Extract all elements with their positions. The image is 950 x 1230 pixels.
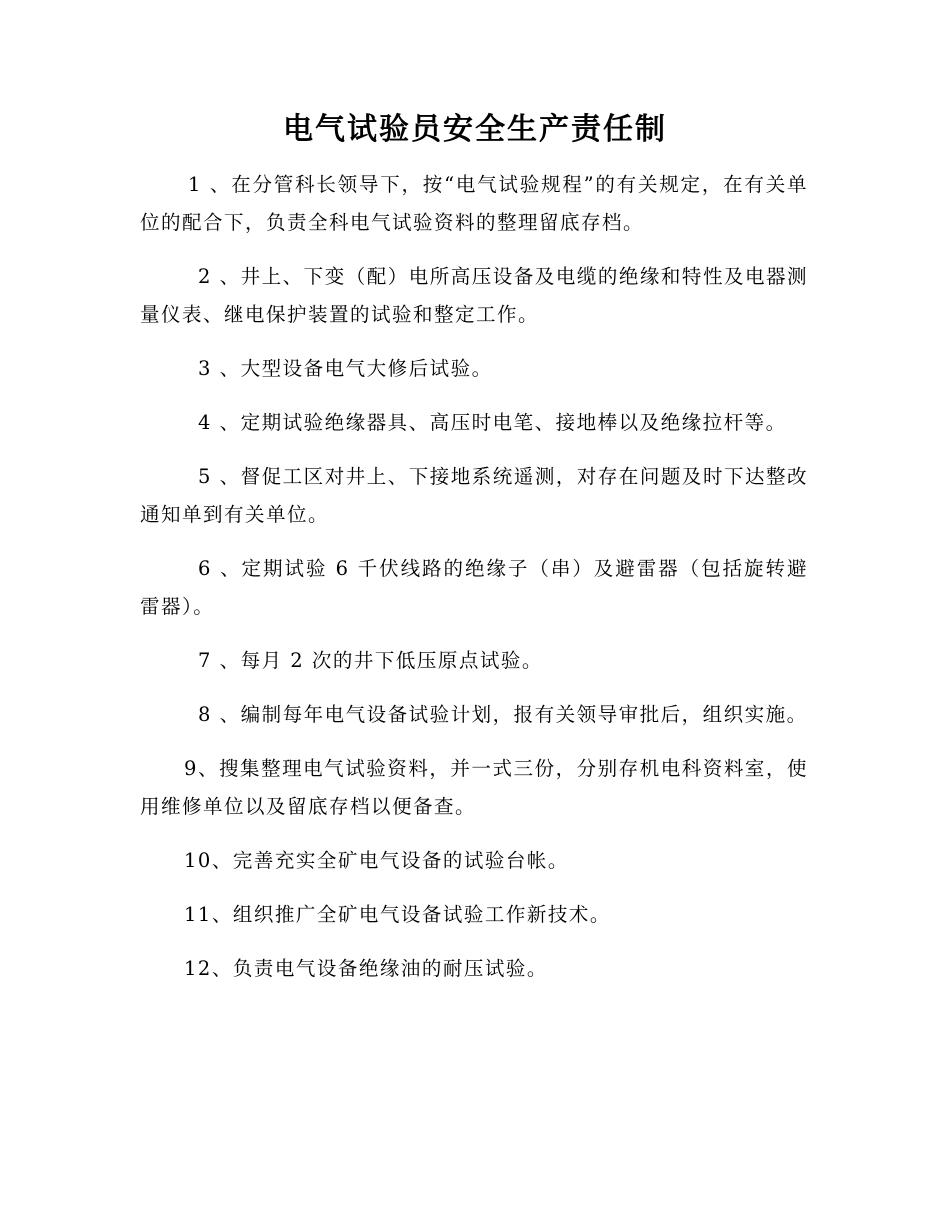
clause-3: 3 、大型设备电气大修后试验。: [198, 357, 493, 380]
clause-9: 9、搜集整理电气试验资料，并一式三份，分别存机电科资料室，使用维修单位以及留底存档以便备查。: [140, 757, 808, 818]
clause-12: 12、负责电气设备绝缘油的耐压试验。: [184, 957, 548, 980]
clause-10: 10、完善充实全矿电气设备的试验台帐。: [184, 849, 569, 872]
clause-5: 5 、督促工区对井上、下接地系统遥测，对存在问题及时下达整改通知单到有关单位。: [140, 465, 808, 526]
clause-8: 8 、编制每年电气设备试验计划，报有关领导审批后，组织实施。: [198, 703, 808, 726]
clause-7: 7 、每月 2 次的井下低压原点试验。: [198, 649, 543, 672]
clause-2: 2 、井上、下变（配）电所高压设备及电缆的绝缘和特性及电器测量仪表、继电保护装置的试验和整定工作。: [140, 265, 808, 326]
document-title: 电气试验员安全生产责任制: [283, 112, 667, 147]
clause-4: 4 、定期试验绝缘器具、高压时电笔、接地棒以及绝缘拉杆等。: [198, 411, 787, 434]
clause-6: 6 、定期试验 6 千伏线路的绝缘子（串）及避雷器（包括旋转避雷器）。: [140, 557, 808, 618]
clause-list: [140, 166, 808, 1004]
clause-11: 11、组织推广全矿电气设备试验工作新技术。: [184, 903, 611, 926]
clause-1: 1 、在分管科长领导下，按“电气试验规程”的有关规定，在有关单位的配合下，负责全科电气试验资料的整理留底存档。: [140, 173, 808, 234]
